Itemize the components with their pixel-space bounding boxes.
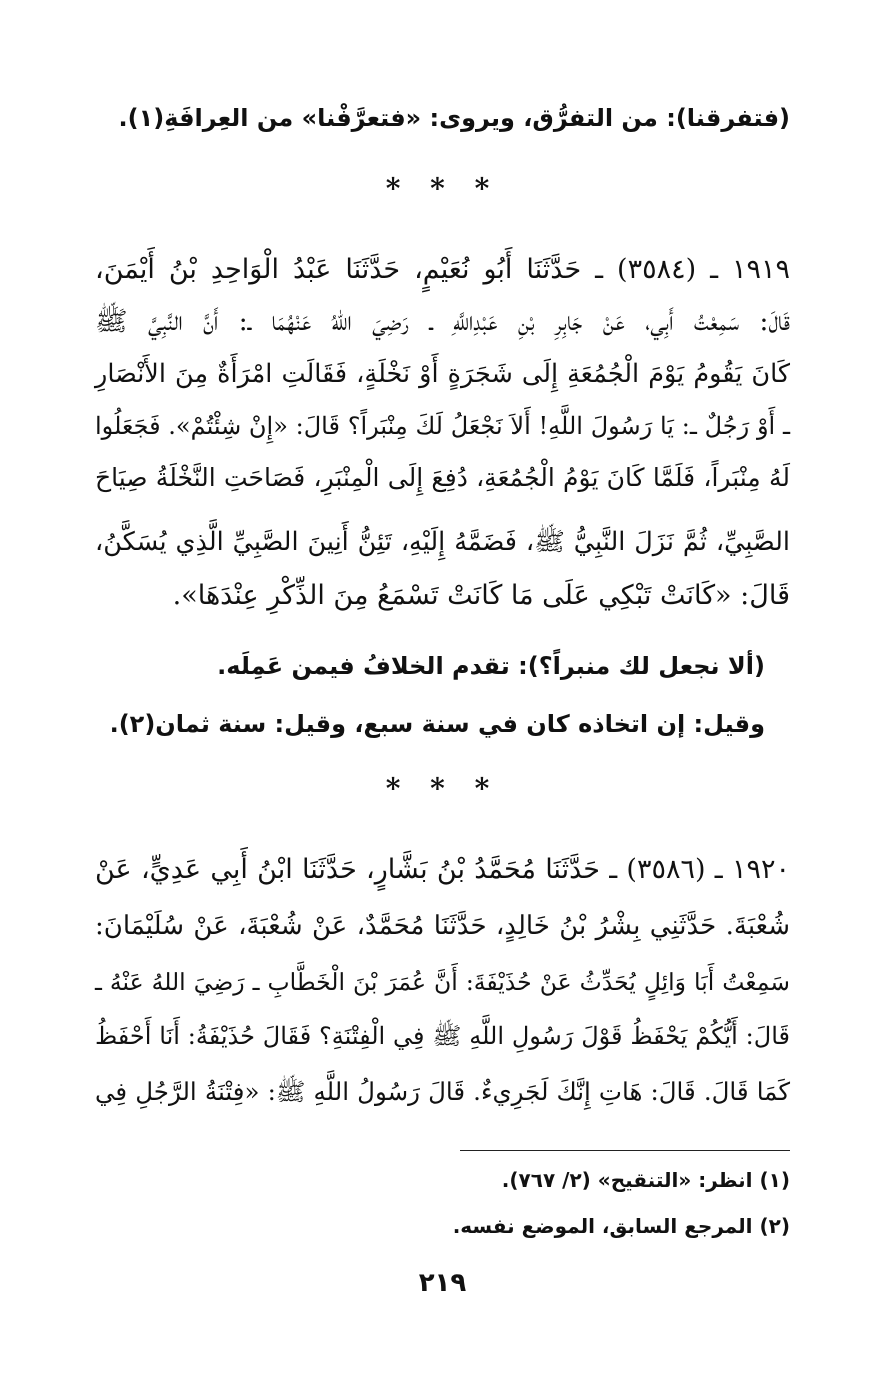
top-note: (فتفرقنا): من التفرُّق، ويروى: «فتعرَّفْنا» من العِرافَةِ(١). xyxy=(118,104,790,132)
hadith-1919-line: ١٩١٩ ـ (٣٥٨٤) ـ حَدَّثَنَا أَبُو نُعَيْمٍ، حَدَّثَنَا عَبْدُ الْوَاحِدِ بْنُ أَيْمَنَ، xyxy=(95,254,791,285)
hadith-1919-line: الصَّبِيِّ، ثُمَّ نَزَلَ النَّبِيُّ ﷺ، فَضَمَّهُ إِلَيْهِ، تَئِنُّ أَنِينَ الصَّبِيِّ الَّذِي يُسَكَّنُ، xyxy=(95,527,790,557)
page-number: ٢١٩ xyxy=(418,1268,467,1298)
hadith-1919-line: قَالَ: سَمِعْتُ أَبِي، عَنْ جَابِرِ بْنِ عَبْدِاللَّهِ ـ رَضِيَ اللهُ عَنْهُمَا ـ: أَنَّ النَّبِيَّ ﷺ xyxy=(95,306,790,337)
hadith-1920-line: ١٩٢٠ ـ (٣٥٨٦) ـ حَدَّثَنَا مُحَمَّدُ بْنُ بَشَّارٍ، حَدَّثَنَا ابْنُ أَبِي عَدِيٍّ، عَنْ xyxy=(95,854,791,885)
hadith-1919-line: كَانَ يَقُومُ يَوْمَ الْجُمُعَةِ إِلَى شَجَرَةٍ أَوْ نَخْلَةٍ، فَقَالَتِ امْرَأَةٌ مِنَ الأَنْصَارِ xyxy=(95,359,790,389)
hadith-1919-line: لَهُ مِنْبَراً، فَلَمَّا كَانَ يَوْمُ الْجُمُعَةِ، دُفِعَ إِلَى الْمِنْبَرِ، فَصَاحَتِ النَّخْلَةُ صِيَاحَ xyxy=(95,463,790,492)
hadith-1920-line: سَمِعْتُ أَبَا وَائِلٍ يُحَدِّثُ عَنْ حُذَيْفَةَ: أَنَّ عُمَرَ بْنَ الْخَطَّابِ ـ رَضِيَ اللهُ عَنْهُ ـ xyxy=(95,968,790,996)
footnote: (٢) المرجع السابق، الموضع نفسه. xyxy=(452,1214,790,1238)
footnote: (١) انظر: «التنقيح» (٢/ ٧٦٧). xyxy=(501,1168,790,1192)
footnote-divider xyxy=(460,1150,790,1151)
hadith-1919-comment: (ألا نجعل لك منبراً؟): تقدم الخلافُ فيمن عَمِلَه. xyxy=(217,652,765,680)
hadith-1920-line: قَالَ: أَيُّكُمْ يَحْفَظُ قَوْلَ رَسُولِ اللَّهِ ﷺ فِي الْفِتْنَةِ؟ فَقَالَ حُذَيْفَةُ: أَنَا أَحْفَظُ xyxy=(95,1022,790,1050)
hadith-1920-line: شُعْبَةَ. حَدَّثَنِي بِشْرُ بْنُ خَالِدٍ، حَدَّثَنَا مُحَمَّدٌ، عَنْ شُعْبَةَ، عَنْ سُلَيْمَانَ: xyxy=(95,911,790,941)
hadith-1919-comment: وقيل: إن اتخاذه كان في سنة سبع، وقيل: سنة ثمان(٢). xyxy=(109,710,765,738)
section-separator: * * * xyxy=(385,172,500,205)
hadith-1919-line: ـ أَوْ رَجُلٌ ـ: يَا رَسُولَ اللَّهِ! أَلاَ نَجْعَلُ لَكَ مِنْبَراً؟ قَالَ: «إِنْ شِئْتُمْ». فَجَعَلُوا xyxy=(95,412,790,440)
hadith-1920-line: كَمَا قَالَ. قَالَ: هَاتِ إِنَّكَ لَجَرِيءٌ. قَالَ رَسُولُ اللَّهِ ﷺ: «فِتْنَةُ الرَّجُلِ فِي xyxy=(95,1077,790,1106)
section-separator: * * * xyxy=(385,772,500,805)
hadith-1919-line: قَالَ: «كَانَتْ تَبْكِي عَلَى مَا كَانَتْ تَسْمَعُ مِنَ الذِّكْرِ عِنْدَهَا». xyxy=(172,580,790,611)
